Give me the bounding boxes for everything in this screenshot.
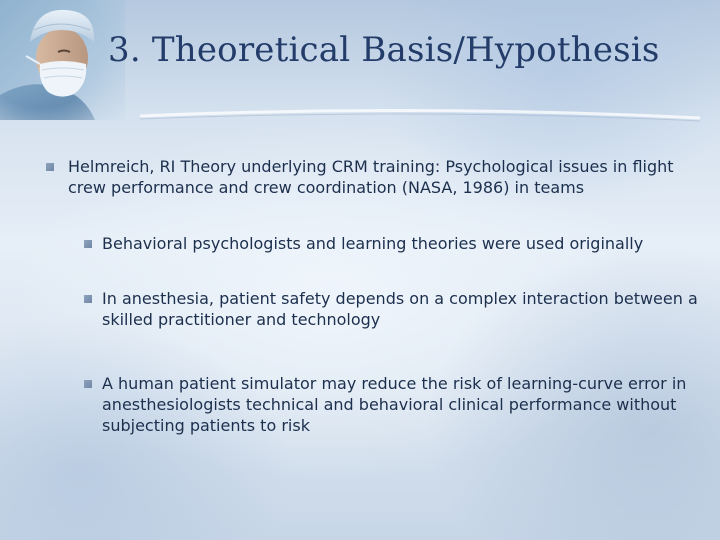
bullet-square-icon xyxy=(84,380,92,388)
bullet-square-icon xyxy=(84,295,92,303)
bullet-square-icon xyxy=(84,240,92,248)
bullet-square-icon xyxy=(46,163,54,171)
bullet-level1-text: Helmreich, RI Theory underlying CRM training: Psychological issues in flight crew performance and crew coordination (NASA, 1986) in teams xyxy=(68,157,674,197)
slide-title: 3. Theoretical Basis/Hypothesis xyxy=(108,30,660,70)
bullet-level2-text: In anesthesia, patient safety depends on a complex interaction between a skilled practitioner and technology xyxy=(102,289,698,329)
bullet-level2-text: A human patient simulator may reduce the risk of learning-curve error in anesthesiologists technical and behavioral clinical performance without subjecting patients to risk xyxy=(102,374,687,435)
bullet-level2-text: Behavioral psychologists and learning theories were used originally xyxy=(102,234,644,253)
